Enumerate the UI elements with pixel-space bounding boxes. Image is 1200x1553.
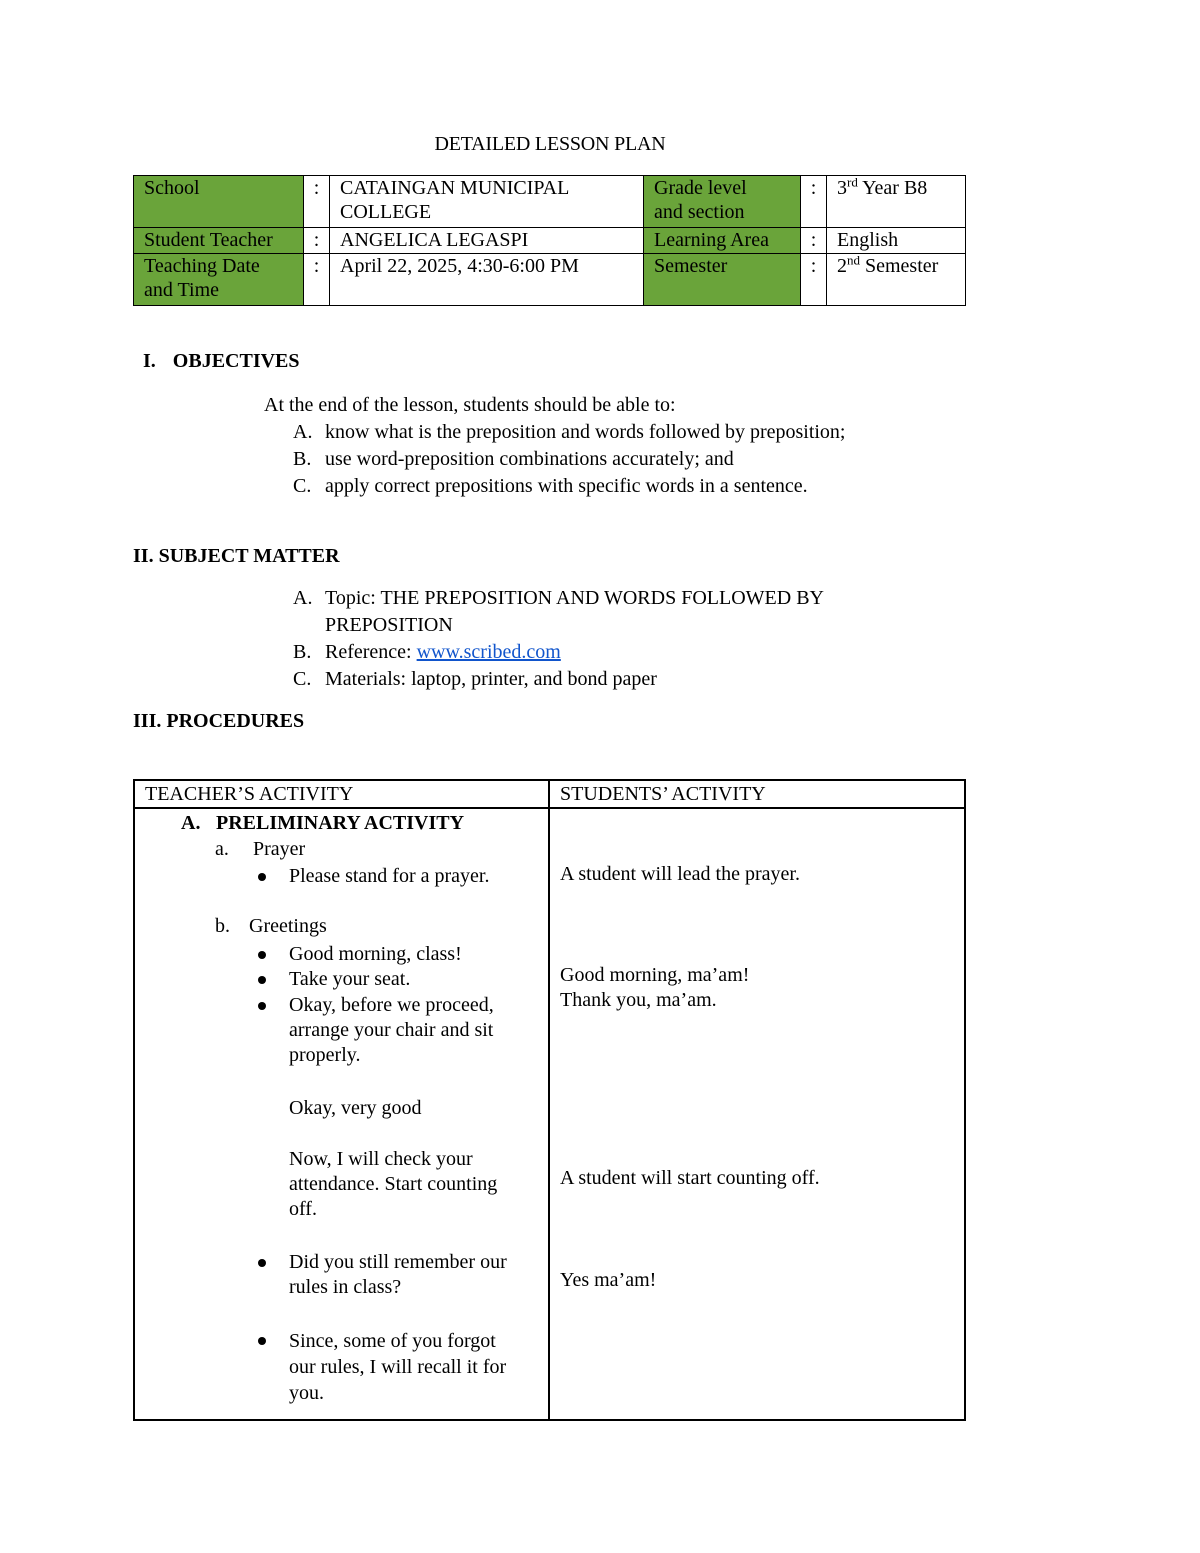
colon: : (801, 228, 827, 254)
objective-item-a: A. know what is the preposition and words followed by preposition; (293, 421, 846, 443)
date-value: April 22, 2025, 4:30-6:00 PM (330, 254, 644, 306)
semester-value: 2nd Semester (827, 254, 966, 306)
objective-item-c: C. apply correct prepositions with specific words in a sentence. (293, 475, 808, 497)
procedures-body-row (134, 808, 965, 1420)
section-title: PRELIMINARY ACTIVITY (216, 812, 465, 834)
bullet-icon (258, 1002, 266, 1010)
grade-value: 3rd Year B8 (827, 176, 966, 228)
greetings-title: Greetings (249, 915, 327, 937)
student-prayer-response: A student will lead the prayer. (560, 863, 800, 885)
greeting-arrange-chair: Okay, before we proceed, arrange your chair and sit properly. (289, 994, 494, 1066)
semester-label: Semester (644, 254, 801, 306)
prayer-title: Prayer (253, 838, 306, 860)
colon: : (801, 176, 827, 228)
subject-matter-list (293, 585, 993, 693)
lesson-info-table (133, 175, 966, 306)
students-activity-header: STUDENTS’ ACTIVITY (549, 780, 965, 808)
info-row-school (134, 176, 966, 228)
objectives-heading (143, 350, 300, 373)
grade-label: Grade level and section (644, 176, 801, 228)
bullet-icon (258, 873, 266, 881)
objectives-heading-num: I. (143, 350, 156, 372)
bullet-icon (258, 976, 266, 984)
rules-recall: Since, some of you forgot our rules, I will recall it for you. (289, 1330, 507, 1404)
bullet-icon (258, 1259, 266, 1267)
date-label: Teaching Date and Time (134, 254, 304, 306)
info-row-teacher (134, 228, 966, 254)
bullet-icon (258, 1337, 266, 1345)
okay-very-good: Okay, very good (289, 1097, 422, 1119)
teacher-label: Student Teacher (134, 228, 304, 254)
area-label: Learning Area (644, 228, 801, 254)
school-label: School (134, 176, 304, 228)
rules-question: Did you still remember our rules in class? (289, 1251, 507, 1298)
student-greeting-response: Good morning, ma’am! Thank you, ma’am. (560, 964, 750, 1011)
teacher-activity-header: TEACHER’S ACTIVITY (134, 780, 549, 808)
colon: : (304, 176, 330, 228)
area-value: English (827, 228, 966, 254)
info-row-date (134, 254, 966, 306)
colon: : (304, 254, 330, 306)
colon: : (304, 228, 330, 254)
colon: : (801, 254, 827, 306)
student-counting-response: A student will start counting off. (560, 1167, 820, 1189)
objectives-list (293, 419, 993, 500)
page-title: DETAILED LESSON PLAN (434, 133, 666, 155)
subject-materials: C. Materials: laptop, printer, and bond paper (293, 668, 657, 690)
bullet-icon (258, 951, 266, 959)
school-value: CATAINGAN MUNICIPAL COLLEGE (330, 176, 644, 228)
prayer-instruction: Please stand for a prayer. (289, 865, 490, 887)
greetings-marker: b. (215, 915, 230, 937)
subject-reference: B. Reference: www.scribed.com (293, 641, 561, 663)
procedures-header-row (134, 780, 965, 808)
procedures-table (133, 779, 966, 1421)
teacher-value: ANGELICA LEGASPI (330, 228, 644, 254)
objectives-heading-text: OBJECTIVES (172, 350, 300, 372)
attendance-instruction: Now, I will check your attendance. Start counting off. (289, 1148, 498, 1220)
teacher-activity-cell (134, 808, 549, 1420)
objectives-intro: At the end of the lesson, students should be able to: (264, 394, 676, 416)
greeting-take-seat: Take your seat. (289, 968, 411, 990)
procedures-heading: III. PROCEDURES (133, 710, 305, 732)
greeting-good-morning: Good morning, class! (289, 943, 462, 965)
prayer-marker: a. (215, 838, 229, 860)
subject-matter-heading: II. SUBJECT MATTER (133, 545, 340, 567)
subject-topic: A. Topic: THE PREPOSITION AND WORDS FOLLOWED BY PREPOSITION (293, 587, 824, 636)
section-marker: A. (181, 812, 201, 834)
student-rules-response: Yes ma’am! (560, 1269, 657, 1291)
objective-item-b: B. use word-preposition combinations accurately; and (293, 448, 734, 470)
reference-link[interactable]: www.scribed.com (416, 641, 561, 663)
students-activity-cell (549, 808, 965, 1420)
